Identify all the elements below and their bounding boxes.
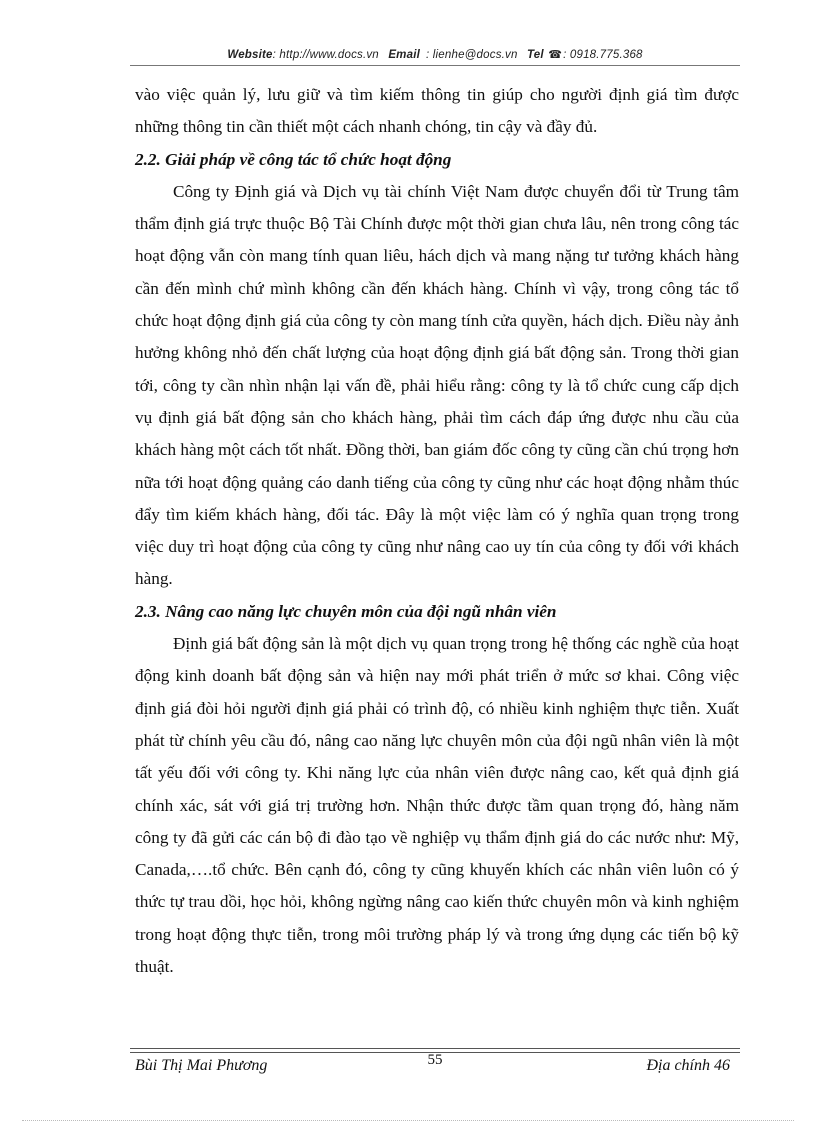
header-divider	[130, 65, 740, 66]
email-label: Email	[388, 49, 420, 61]
page-number: 55	[427, 1052, 443, 1068]
tel-value: : 0918.775.368	[563, 49, 643, 61]
footer-author: Bùi Thị Mai Phương	[135, 1057, 268, 1074]
website-url: : http://www.docs.vn	[272, 49, 379, 61]
footer-class: Địa chính 46	[646, 1057, 730, 1074]
page-edge-divider	[22, 1120, 794, 1121]
page-header	[130, 48, 740, 61]
section-heading-2-2: 2.2. Giải pháp về công tác tổ chức hoạt động	[135, 149, 452, 169]
paragraph-staff-capacity: Định giá bất động sản là một dịch vụ quan trọng trong hệ thống các nghề của hoạt động kinh doanh bất động sản và hiện nay mới phát triển ở mức sơ khai. Công việc định giá đòi hỏi người định giá phải có trình độ, có nhiều kinh nghiệm thực tiễn. Xuất phát từ chính yêu cầu đó, nâng cao năng lực chuyên môn của đội ngũ nhân viên là một tất yếu đối với công ty. Khi năng lực của nhân viên được nâng cao, kết quả định giá chính xác, sát với giá trị trường hơn. Nhận thức được tầm quan trọng đó, hàng năm công ty đã gửi các cán bộ đi đào tạo về nghiệp vụ thẩm định giá do các nước như: Mỹ, Canada,….tổ chức. Bên cạnh đó, công ty cũng khuyến khích các nhân viên luôn có ý thức tự trau dồi, học hỏi, không ngừng nâng cao kiến thức chuyên môn và kinh nghiệm trong hoạt động thực tiễn, trong môi trường pháp lý và trong ứng dụng các tiến bộ kỹ thuật.	[135, 634, 739, 977]
telephone-icon: ☎	[548, 49, 563, 61]
footer-divider-top	[130, 1048, 740, 1049]
tel-label: Tel	[527, 49, 544, 61]
document-body	[135, 79, 739, 983]
website-label: Website	[227, 49, 273, 61]
section-heading-2-3: 2.3. Nâng cao năng lực chuyên môn của đội ngũ nhân viên	[135, 601, 557, 621]
paragraph-intro: vào việc quản lý, lưu giữ và tìm kiếm thông tin giúp cho người định giá tìm được những thông tin cần thiết một cách nhanh chóng, tin cậy và đầy đủ.	[135, 85, 739, 137]
paragraph-organization: Công ty Định giá và Dịch vụ tài chính Việt Nam được chuyển đổi từ Trung tâm thẩm định giá trực thuộc Bộ Tài Chính được một thời gian chưa lâu, nên trong công tác hoạt động vẫn còn mang tính quan liêu, hách dịch và mang nặng tư tưởng khách hàng cần đến mình chứ mình không cần đến khách hàng. Chính vì vậy, trong công tác tổ chức hoạt động định giá của công ty còn mang tính cửa quyền, hách dịch. Điều này ảnh hưởng không nhỏ đến chất lượng của hoạt động định giá bất động sản. Trong thời gian tới, công ty cần nhìn nhận lại vấn đề, phải hiểu rằng: công ty là tổ chức cung cấp dịch vụ định giá bất động sản cho khách hàng, phải tìm cách đáp ứng được nhu cầu của khách hàng một cách tốt nhất. Đồng thời, ban giám đốc công ty cũng cần chú trọng hơn nữa tới hoạt động quảng cáo danh tiếng của công ty cũng như các hoạt động nhằm thúc đẩy tìm kiếm khách hàng, đối tác. Đây là một việc làm có ý nghĩa quan trọng trong việc duy trì hoạt động của công ty cũng như nâng cao uy tín của công ty đối với khách hàng.	[135, 181, 739, 589]
email-value: : lienhe@docs.vn	[426, 49, 518, 61]
